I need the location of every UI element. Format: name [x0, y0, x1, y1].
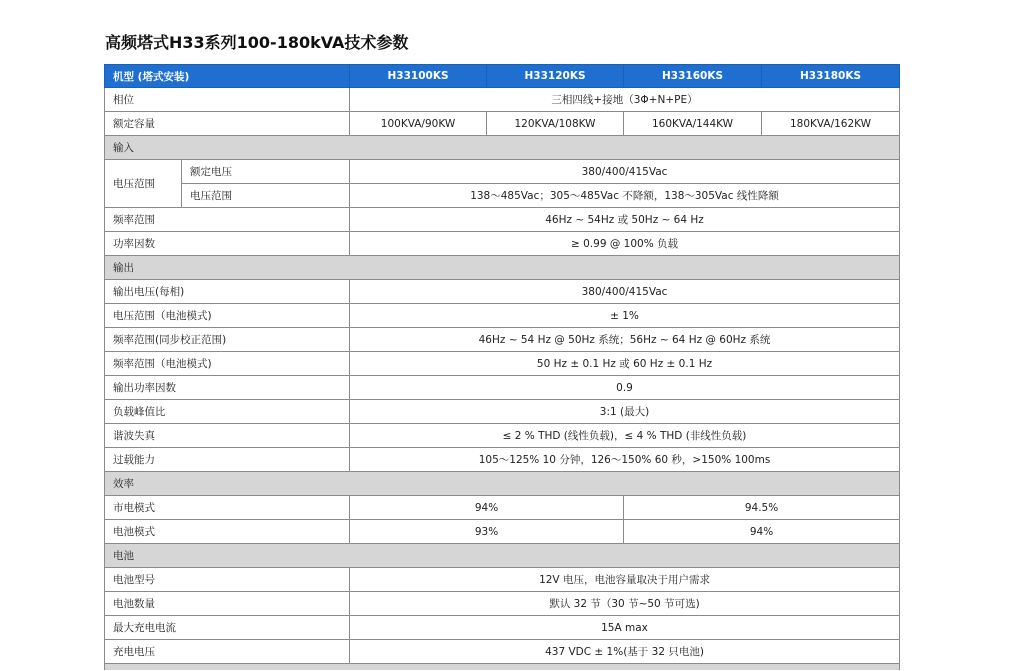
section-label: 电池	[105, 544, 900, 568]
table-row	[105, 520, 900, 544]
row-value: 105～125% 10 分钟，126～150% 60 秒，>150% 100ms	[350, 448, 900, 472]
table-row	[105, 112, 900, 136]
row-value: 12V 电压，电池容量取决于用户需求	[350, 568, 900, 592]
row-label: 最大充电电流	[105, 616, 350, 640]
section-label: 输出	[105, 256, 900, 280]
row-label: 频率范围（电池模式)	[105, 352, 350, 376]
section-row-cutoff	[105, 664, 900, 671]
row-label: 额定容量	[105, 112, 350, 136]
row-value: 437 VDC ± 1%(基于 32 只电池)	[350, 640, 900, 664]
model-header-h33100ks: H33100KS	[350, 65, 487, 88]
table-row	[105, 424, 900, 448]
table-row	[105, 496, 900, 520]
row-label: 电池数量	[105, 592, 350, 616]
section-row-efficiency	[105, 472, 900, 496]
row-label: 充电电压	[105, 640, 350, 664]
row-label: 电池型号	[105, 568, 350, 592]
row-value: 0.9	[350, 376, 900, 400]
row-label: 相位	[105, 88, 350, 112]
row-label: 频率范围	[105, 208, 350, 232]
row-value: 46Hz ~ 54Hz 或 50Hz ~ 64 Hz	[350, 208, 900, 232]
table-row	[105, 376, 900, 400]
spec-table	[104, 64, 900, 670]
row-label: 谐波失真	[105, 424, 350, 448]
table-header-row	[105, 65, 900, 88]
section-row-battery	[105, 544, 900, 568]
capacity-100: 100KVA/90KW	[350, 112, 487, 136]
capacity-180: 180KVA/162KW	[762, 112, 900, 136]
capacity-160: 160KVA/144KW	[624, 112, 762, 136]
row-value: 93%	[350, 520, 624, 544]
row-value: 94%	[624, 520, 900, 544]
table-row	[105, 328, 900, 352]
row-label: 电压范围	[182, 184, 350, 208]
table-row	[105, 160, 900, 184]
table-row	[105, 568, 900, 592]
section-label: 效率	[105, 472, 900, 496]
model-header-h33120ks: H33120KS	[487, 65, 624, 88]
row-label: 电压范围（电池模式)	[105, 304, 350, 328]
input-voltage-group-label: 电压范围	[105, 160, 182, 208]
table-row	[105, 592, 900, 616]
row-label: 功率因数	[105, 232, 350, 256]
section-row-input	[105, 136, 900, 160]
row-value: ± 1%	[350, 304, 900, 328]
row-label: 频率范围(同步校正范围)	[105, 328, 350, 352]
model-header-label: 机型 (塔式安装)	[105, 65, 350, 88]
section-label: 输入	[105, 136, 900, 160]
row-value: 15A max	[350, 616, 900, 640]
row-value: 默认 32 节（30 节~50 节可选)	[350, 592, 900, 616]
table-row	[105, 280, 900, 304]
row-label: 输出电压(每相)	[105, 280, 350, 304]
page-title: 高频塔式H33系列100-180kVA技术参数	[105, 33, 409, 52]
row-value: 380/400/415Vac	[350, 160, 900, 184]
table-row	[105, 400, 900, 424]
cutoff-cell	[105, 664, 900, 671]
capacity-120: 120KVA/108KW	[487, 112, 624, 136]
row-label: 电池模式	[105, 520, 350, 544]
row-value: 50 Hz ± 0.1 Hz 或 60 Hz ± 0.1 Hz	[350, 352, 900, 376]
row-value: 3:1 (最大)	[350, 400, 900, 424]
model-header-h33160ks: H33160KS	[624, 65, 762, 88]
table-row	[105, 184, 900, 208]
table-row	[105, 304, 900, 328]
row-label: 过载能力	[105, 448, 350, 472]
table-row	[105, 448, 900, 472]
row-value: 三相四线+接地（3Φ+N+PE）	[350, 88, 900, 112]
row-label: 输出功率因数	[105, 376, 350, 400]
row-value: ≥ 0.99 @ 100% 负载	[350, 232, 900, 256]
row-value: 94%	[350, 496, 624, 520]
table-row	[105, 352, 900, 376]
table-row	[105, 88, 900, 112]
row-value: 46Hz ~ 54 Hz @ 50Hz 系统；56Hz ~ 64 Hz @ 60Hz 系统	[350, 328, 900, 352]
row-value: 138～485Vac；305～485Vac 不降额，138～305Vac 线性降额	[350, 184, 900, 208]
row-label: 市电模式	[105, 496, 350, 520]
model-header-h33180ks: H33180KS	[762, 65, 900, 88]
row-value: ≤ 2 % THD (线性负载)，≤ 4 % THD (非线性负载)	[350, 424, 900, 448]
row-label: 额定电压	[182, 160, 350, 184]
row-value: 94.5%	[624, 496, 900, 520]
table-row	[105, 640, 900, 664]
section-row-output	[105, 256, 900, 280]
row-value: 380/400/415Vac	[350, 280, 900, 304]
table-row	[105, 616, 900, 640]
table-row	[105, 232, 900, 256]
table-row	[105, 208, 900, 232]
row-label: 负载峰值比	[105, 400, 350, 424]
